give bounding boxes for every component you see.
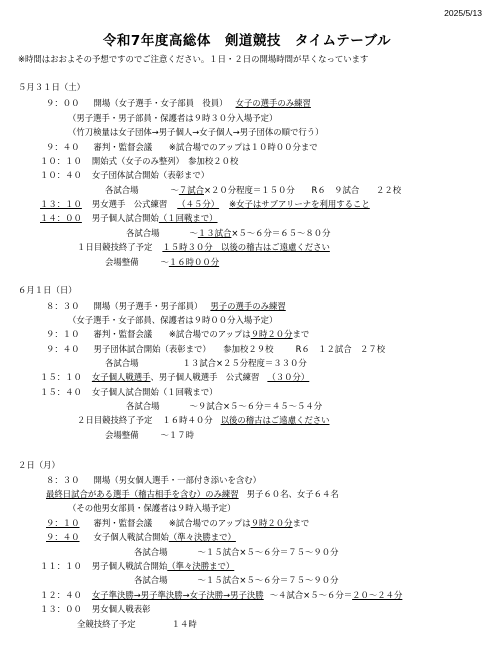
row-label: 各試合場 [134,575,168,585]
row-label: 会場整備 [105,430,139,440]
day1-row-9 [40,213,218,224]
row-label: 各試合場 [126,401,160,411]
day2-row-8 [126,401,322,412]
day1-row-5 [40,156,238,167]
day3-row-4 [46,518,309,529]
row-underlined-text: 女子個人戦選手 [91,372,151,382]
row-label: 全競技終了予定 [77,619,136,629]
day2-row-7 [40,387,218,398]
row-underlined-text: （準々決勝まで） [168,532,236,542]
day3-row-9 [40,590,402,601]
row-underlined-text: ７試合 [178,185,204,195]
row-underlined-text: １５時３０分 以後の稽古はご遠慮ください [162,242,330,252]
day3-row-1 [46,475,261,486]
day1-row-6 [40,170,209,181]
row-text: 開始式（女子のみ整列） 参加校２０校 [91,156,239,166]
document-date: 2025/5/13 [444,8,482,18]
row-underlined-text: ９時２０分 [250,518,293,528]
row-text: 女子個人試合開始（１回戦まで） [91,387,218,397]
row-text: 開場（男女個人選手・一部付き添いを含む） [93,475,261,485]
day1-row-3: （竹刀検量は女子団体→男子個人→女子個人→男子団体の順で行う） [68,127,324,137]
time: ８：３０ [46,301,80,311]
row-underlined-text: 最終日試合がある選手（稽古相手を含む）のみ練習 [46,489,239,499]
time: ９：１０ [46,329,80,339]
day3-row-10 [40,604,151,615]
row-underlined-text: （１回戦まで） [158,213,218,223]
time: ９：４０ [46,142,80,152]
row-text: 男女個人戦表彰 [91,604,151,614]
row-underlined-text: ９時２０分 [250,329,293,339]
time: １５：１０ [40,372,82,382]
time: １３：１０ [40,199,82,209]
row-text: 男子団体試合開始（表彰まで） 参加校２９校 [93,344,274,354]
row-text: 女子個人戦試合開始 [93,532,169,542]
row-underlined-text: 女子準決勝→男子準決勝→女子決勝→男子決勝 [91,590,264,600]
time: ９：４０ [46,344,80,354]
row-text: ×５～６分＝６５～８０分 [231,228,331,238]
day3-row-5 [46,532,236,543]
day2-row-4 [46,344,385,355]
row-text: １４時 [171,619,197,629]
day2-row-3 [46,329,309,340]
row-text: 、男子個人戦選手 公式練習 [150,372,260,382]
row-text: まで [292,518,310,528]
day1-row-7: 各試合場 ～７試合×２０分程度＝１５０分 R６ ９試合 ２２校 [105,185,402,195]
row-underlined-text: 以後の稽古はご遠慮ください [220,415,330,425]
day3-row-6 [134,547,339,558]
row-text: ～９試合×５～６分＝４５～５４分 [189,401,323,411]
day1-row-1 [46,98,311,109]
day1-row-8 [40,199,370,210]
row-underlined-text: 男子の選手のみ練習 [210,301,286,311]
row-text: 審判・監督会議 ※試合場でのアップは１０時００分まで [93,142,318,152]
row-label: 各試合場 [105,358,139,368]
row-label: 各試合場 [134,547,168,557]
row-text: ～１５試合×５～６分＝７５～９０分 [197,575,339,585]
day2-heading: ６月１日（日） [18,285,77,295]
day2-row-6 [40,372,309,383]
time: １０：１０ [40,156,82,166]
day3-row-11 [77,619,197,630]
row-underlined-text: 女子の選手のみ練習 [235,98,311,108]
day3-row-3: （その他男女部員・保護者は９時入場予定） [68,503,236,513]
time: １０：４０ [40,170,82,180]
row-text: ～４試合×５～６分＝ [269,590,353,600]
row-text: R６ １２試合 ２７校 [295,344,386,354]
row-text: ～１７時 [160,430,194,440]
time: ９：１０ [46,518,80,528]
time: １３：００ [40,604,82,614]
day1-heading: ５月３１日（土） [18,82,85,92]
time: ８：３０ [46,475,80,485]
day1-row-2: （男子選手・男子部員・保護者は９時３０分入場予定） [68,113,278,123]
row-underlined-text: （３０分） [267,372,310,382]
day2-row-5 [105,358,307,369]
row-label: 各試合場 [105,185,139,195]
row-text: 男子個人戦試合開始 [91,561,168,571]
page-title: 令和7年度高総体 剣道競技 タイムテーブル [102,33,392,49]
row-text: 男子６０名、女子６４名 [246,489,339,499]
row-text: ×２０分程度＝１５０分 R６ ９試合 ２２校 [204,185,402,195]
day1-row-10: 各試合場 ～１３試合×５～６分＝６５～８０分 [126,228,331,238]
day2-row-1 [46,301,286,312]
row-underlined-text: ※女子はサブアリーナを利用すること [229,199,370,209]
day1-row-11 [77,242,330,253]
row-underlined-text: ２０～２４分 [352,590,403,600]
notice-text: ※時間はおおよその予想ですのでご注意ください。１日・２日の開場時間が早くなっています [18,54,369,64]
day2-row-2: （女子選手・女子部員、保護者は９時００分入場予定） [68,315,278,325]
row-text: 男子個人試合開始 [91,213,159,223]
row-text: 審判・監督会議 ※試合場でのアップは [93,518,251,528]
day3-heading: ２日（月） [18,460,60,470]
row-underlined-text: １６時００分 [168,257,220,267]
time: ９：４０ [46,532,80,542]
row-label: 各試合場 [126,228,160,238]
row-text: 女子団体試合開始（表彰まで） [91,170,210,180]
row-text: 男女選手 公式練習 [91,199,168,209]
row-underlined-text: （４５分） [177,199,220,209]
row-underlined-text: （準々決勝まで） [167,561,235,571]
time: ９：００ [46,98,80,108]
day2-row-10 [105,430,194,441]
row-text: １６時４０分 [162,415,213,425]
day1-row-12: 会場整備 ～１６時００分 [105,257,220,267]
row-label: １日目競技終了予定 [77,242,153,252]
row-text: 開場（男子選手・男子部員） [93,301,203,311]
row-text: 開場（女子選手・女子部員 役員） [93,98,228,108]
row-text: ～１５試合×５～６分＝７５～９０分 [197,547,339,557]
day3-row-7 [40,561,234,572]
time: １４：００ [40,213,82,223]
time: １５：４０ [40,387,82,397]
row-text: 審判・監督会議 ※試合場でのアップは [93,329,251,339]
row-label: 会場整備 [105,257,139,267]
row-label: ２日目競技終了予定 [77,415,153,425]
day2-row-9 [77,415,330,426]
time: １１：１０ [40,561,82,571]
day1-row-4 [46,142,318,153]
time: １２：４０ [40,590,82,600]
day3-row-2 [46,489,339,500]
row-underlined-text: １３試合 [197,228,232,238]
row-text: １３試合×２５分程度＝３３０分 [182,358,307,368]
row-text: まで [292,329,310,339]
day3-row-8 [134,575,339,586]
